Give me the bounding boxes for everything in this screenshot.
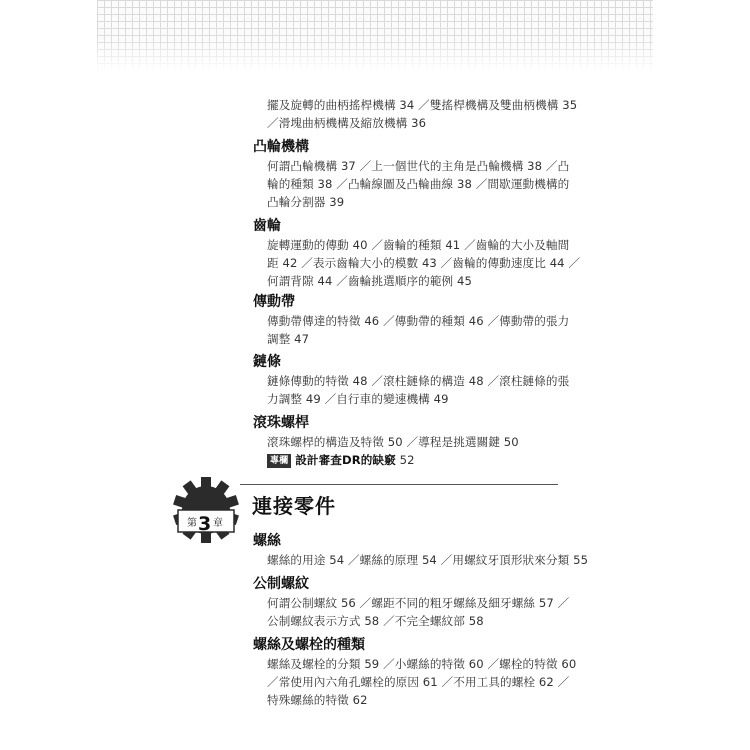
toc-entry-line: 凸輪分割器 39 bbox=[267, 195, 345, 209]
column-page: 52 bbox=[395, 453, 415, 467]
section-heading-gear: 齒輪 bbox=[253, 218, 281, 234]
toc-entry-line: 距 42 ／表示齒輪大小的模數 43 ／齒輪的傳動速度比 44 ／ bbox=[267, 256, 581, 270]
section-heading-screw-bolt-types: 螺絲及螺栓的種類 bbox=[253, 637, 365, 653]
toc-continued-line: ／滑塊曲柄機構及縮放機構 36 bbox=[267, 116, 427, 130]
toc-entry-line: 何謂凸輪機構 37 ／上一個世代的主角是凸輪機構 38 ／凸 bbox=[267, 159, 570, 173]
gear-icon bbox=[172, 476, 240, 544]
chapter-number: 3 bbox=[198, 513, 212, 535]
toc-entry-line: ／常使用內六角孔螺栓的原因 61 ／不用工具的螺栓 62 ／ bbox=[267, 675, 570, 689]
toc-entry-line: 螺絲的用途 54 ／螺絲的原理 54 ／用螺紋牙頂形狀來分類 55 bbox=[267, 553, 589, 567]
toc-entry-line: 特殊螺絲的特徵 62 bbox=[267, 693, 368, 707]
toc-entry-line: 鏈條傳動的特徵 48 ／滾柱鏈條的構造 48 ／滾柱鏈條的張 bbox=[267, 374, 570, 388]
section-heading-chain: 鏈條 bbox=[253, 354, 281, 370]
column-entry bbox=[267, 451, 415, 469]
section-heading-cam: 凸輪機構 bbox=[253, 139, 309, 155]
toc-entry-line: 滾珠螺桿的構造及特徵 50 ／導程是挑選關鍵 50 bbox=[267, 435, 519, 449]
chapter-badge bbox=[172, 476, 240, 544]
header-grid-pattern bbox=[97, 0, 653, 72]
toc-entry-line: 調整 47 bbox=[267, 332, 310, 346]
toc-entry-line: 旋轉運動的傳動 40 ／齒輪的種類 41 ／齒輪的大小及軸間 bbox=[267, 238, 570, 252]
toc-entry-line: 輪的種類 38 ／凸輪線圖及凸輪曲線 38 ／間歇運動機構的 bbox=[267, 177, 570, 191]
toc-entry-line: 公制螺紋表示方式 58 ／不完全螺紋部 58 bbox=[267, 614, 484, 628]
toc-continued-line: 擺及旋轉的曲柄搖桿機構 34 ／雙搖桿機構及雙曲柄機構 35 bbox=[267, 98, 578, 112]
column-tag-badge: 專欄 bbox=[267, 454, 291, 468]
toc-entry-line: 傳動帶傳達的特徵 46 ／傳動帶的種類 46 ／傳動帶的張力 bbox=[267, 314, 570, 328]
section-heading-metric-thread: 公制螺紋 bbox=[253, 576, 309, 592]
chapter-divider bbox=[240, 484, 558, 485]
chapter-title: 連接零件 bbox=[252, 494, 336, 518]
chapter-suffix: 章 bbox=[213, 518, 223, 529]
toc-entry-line: 螺絲及螺栓的分類 59 ／小螺絲的特徵 60 ／螺栓的特徵 60 bbox=[267, 657, 577, 671]
section-heading-belt: 傳動帶 bbox=[253, 294, 295, 310]
toc-entry-line: 何謂背隙 44 ／齒輪挑選順序的範例 45 bbox=[267, 274, 472, 288]
chapter-prefix: 第 bbox=[187, 518, 197, 529]
section-heading-screw: 螺絲 bbox=[253, 533, 281, 549]
column-title: 設計審查DR的缺竅 bbox=[295, 453, 396, 467]
toc-entry-line: 何謂公制螺紋 56 ／螺距不同的粗牙螺絲及細牙螺絲 57 ／ bbox=[267, 596, 570, 610]
section-heading-ball-screw: 滾珠螺桿 bbox=[253, 415, 309, 431]
toc-entry-line: 力調整 49 ／自行車的變速機構 49 bbox=[267, 392, 449, 406]
